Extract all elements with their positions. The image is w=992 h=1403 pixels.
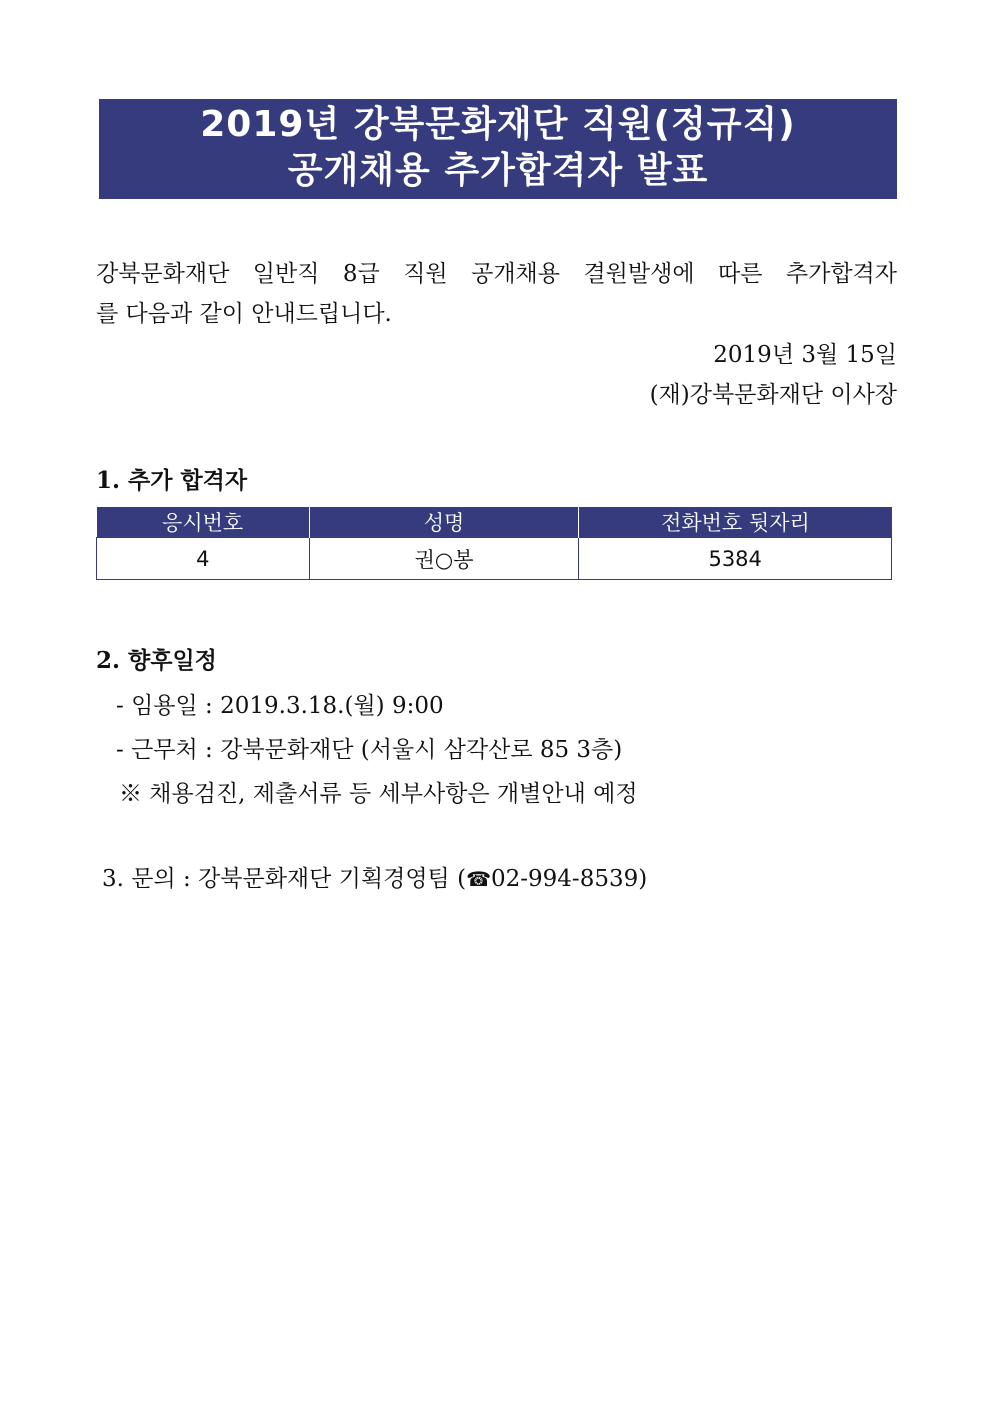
- passers-table: [96, 507, 892, 580]
- schedule-note: ※ 채용검진, 제출서류 등 세부사항은 개별안내 예정: [119, 781, 638, 807]
- section-title-additional-passers: 1. 추가 합격자: [96, 467, 248, 494]
- title-line-2: 공개채용 추가합격자 발표: [287, 150, 709, 191]
- contact-phone: 02-994-8539): [490, 866, 648, 892]
- schedule-workplace: - 근무처 : 강북문화재단 (서울시 삼각산로 85 3층): [116, 737, 623, 763]
- schedule-appointment-date: - 임용일 : 2019.3.18.(월) 9:00: [116, 693, 444, 719]
- header-exam-number: 응시번호: [97, 507, 310, 538]
- header-phone-last-digits: 전화번호 뒷자리: [579, 507, 892, 538]
- contact-prefix: 3. 문의 : 강북문화재단 기획경영팀 (: [102, 866, 467, 892]
- cell-exam-number: 4: [97, 538, 310, 580]
- table-header-row: [97, 507, 892, 538]
- announcement-date: 2019년 3월 15일: [713, 342, 897, 368]
- schedule-list: [116, 684, 638, 816]
- intro-line-2: 를 다음과 같이 안내드립니다.: [96, 301, 392, 327]
- title-line-1: 2019년 강북문화재단 직원(정규직): [200, 104, 796, 145]
- header-name: 성명: [309, 507, 579, 538]
- cell-name: 권○봉: [309, 538, 579, 580]
- intro-paragraph: [96, 254, 897, 334]
- intro-line-1: 강북문화재단 일반직 8급 직원 공개채용 결원발생에 따른 추가합격자: [96, 261, 897, 287]
- phone-icon: ☎: [466, 867, 491, 891]
- section-title-schedule: 2. 향후일정: [96, 647, 217, 674]
- contact-line: [102, 860, 647, 893]
- signer: (재)강북문화재단 이사장: [649, 382, 897, 408]
- cell-phone-last-digits: 5384: [579, 538, 892, 580]
- document-title: [99, 99, 897, 199]
- table-row: [97, 538, 892, 580]
